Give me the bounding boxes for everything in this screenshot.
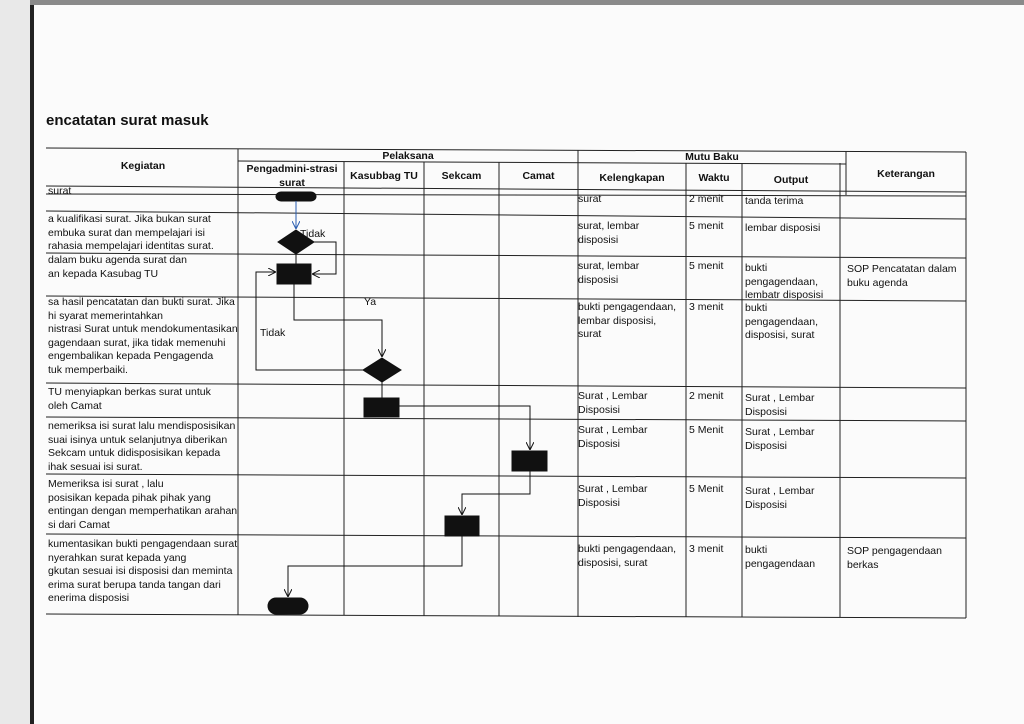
row-7-kegiatan: Memeriksa isi surat , lalu posisikan kepada pihak pihak yang entingan dengan memperhatikan arahan si dari Camat [48,478,238,531]
header-mutu-baku: Mutu Baku [685,151,739,163]
header-pelaksana: Pelaksana [382,150,434,162]
row-4-kelengkapan: bukti pengagendaan, lembar disposisi, surat [578,301,677,340]
row-3-kegiatan: dalam buku agenda surat dan an kepada Kasubag TU [48,254,187,280]
header-keterangan: Keterangan [877,168,935,180]
header-kelengkapan: Kelengkapan [599,172,665,184]
page-title: encatatan surat masuk [46,112,209,129]
row-5-output: Surat , Lembar Disposisi [745,392,815,418]
row-1-waktu: 2 menit [689,193,724,205]
decision-diamond-2 [363,358,401,382]
process-box-1 [277,264,311,284]
header-waktu: Waktu [698,172,730,184]
row-7-kelengkapan: Surat , Lembar Disposisi [578,483,648,509]
header-actor-camat: Camat [522,170,555,182]
flow-label-tidak-2: Tidak [260,327,286,339]
header-actor-sekcam: Sekcam [441,170,482,182]
row-6-kegiatan: nemeriksa isi surat lalu mendisposisikan suai isinya untuk selanjutnya diberikan Sekcam untuk didisposisikan kepada ihak sesuai isi surat. [48,420,236,473]
row-8-keterangan: SOP pengagendaan berkas [847,545,942,571]
flow-label-tidak-1: Tidak [300,228,326,240]
process-box-3 [512,451,547,471]
end-terminator [268,598,308,614]
row-3-output: bukti pengagendaan, lembatr disposisi [745,262,824,301]
header-actor-pengadministrasi: Pengadmini-strasi [246,163,338,175]
row-4-output: bukti pengagendaan, disposisi, surat [745,302,818,341]
row-3-kelengkapan: surat, lembar disposisi [578,260,640,286]
row-2-kegiatan: a kualifikasi surat. Jika bukan surat embuka surat dan mempelajari isi rahasia mempelajari identitas surat. [48,213,214,252]
row-5-kegiatan: TU menyiapkan berkas surat untuk oleh Camat [48,386,211,412]
row-1-kelengkapan: surat [578,193,602,205]
row-5-kelengkapan: Surat , Lembar Disposisi [578,390,648,416]
row-8-kelengkapan: bukti pengagendaan, disposisi, surat [578,543,677,569]
row-8-waktu: 3 menit [689,543,724,555]
row-7-output: Surat , Lembar Disposisi [745,485,815,511]
row-4-kegiatan: sa hasil pencatatan dan bukti surat. Jika hi syarat memerintahkan nistrasi Surat untuk mendokumentasikan gagendaan surat, jika tidak memenuhi engembalikan kepada Pengagenda tuk memperbaiki. [48,296,238,376]
row-2-output: lembar disposisi [745,222,821,234]
start-terminator [276,192,316,201]
row-7-waktu: 5 Menit [689,483,724,495]
header-actor-kasubbag: Kasubbag TU [350,170,418,182]
header-output: Output [773,174,809,186]
row-3-keterangan: SOP Pencatatan dalam buku agenda [847,263,957,289]
row-4-waktu: 3 menit [689,301,724,313]
process-box-4 [445,516,479,536]
row-5-waktu: 2 menit [689,390,724,402]
row-8-kegiatan: kumentasikan bukti pengagendaan surat nyerahkan surat kepada yang gkutan sesuai isi disposisi dan meminta erima surat berupa tanda tangan dari enerima disposisi [48,538,238,604]
row-1-kegiatan: surat [48,185,72,197]
row-2-waktu: 5 menit [689,220,724,232]
header-actor-surat: surat [279,177,305,189]
row-6-kelengkapan: Surat , Lembar Disposisi [578,424,648,450]
row-8-output: bukti pengagendaan [745,544,816,570]
header-kegiatan: Kegiatan [120,160,166,172]
flow-label-ya: Ya [364,296,377,308]
row-3-waktu: 5 menit [689,260,724,272]
row-2-kelengkapan: surat, lembar disposisi [578,220,640,246]
process-box-2 [364,398,399,417]
row-6-output: Surat , Lembar Disposisi [745,426,815,452]
row-6-waktu: 5 Menit [689,424,724,436]
row-1-output: tanda terima [745,195,804,207]
